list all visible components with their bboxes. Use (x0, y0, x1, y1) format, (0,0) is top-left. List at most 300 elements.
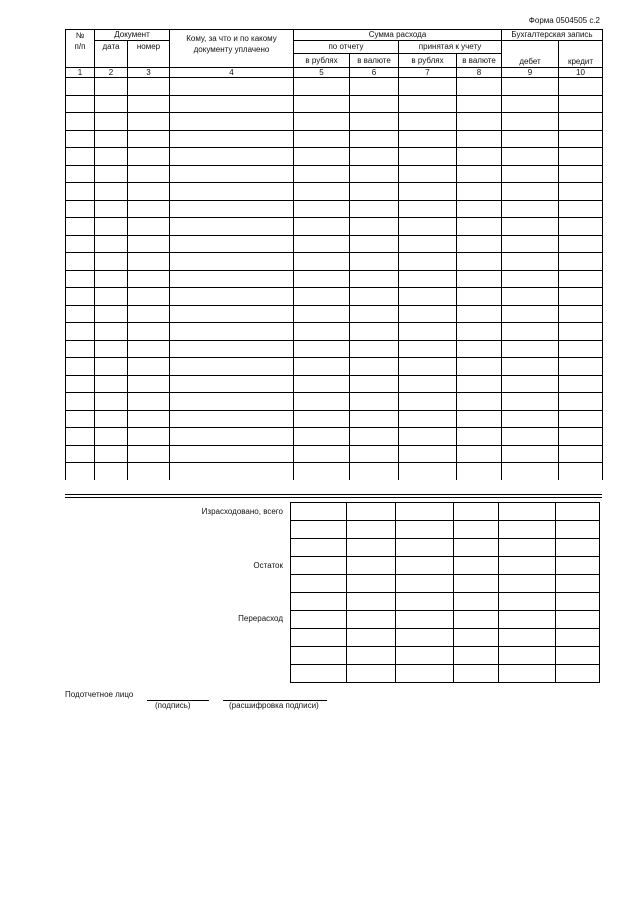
blank-cell (128, 113, 170, 131)
blank-cell (559, 393, 603, 411)
column-number: 5 (294, 68, 350, 78)
col-date-header: дата (95, 41, 128, 68)
blank-cell (95, 393, 128, 411)
blank-cell (350, 445, 399, 463)
col-by-report-header: по отчету (294, 41, 399, 54)
blank-cell (502, 323, 559, 341)
col-accepted-currency-header: в валюте (457, 54, 502, 68)
blank-cell (291, 503, 347, 521)
blank-cell (454, 593, 499, 611)
blank-cell (66, 288, 95, 306)
blank-cell (559, 235, 603, 253)
blank-cell (399, 253, 457, 271)
blank-cell (502, 95, 559, 113)
blank-cell (559, 340, 603, 358)
blank-cell (95, 183, 128, 201)
col-accepted-rubles-header: в рублях (399, 54, 457, 68)
blank-cell (66, 463, 95, 480)
blank-cell (559, 253, 603, 271)
blank-cell (66, 445, 95, 463)
blank-cell (454, 539, 499, 557)
blank-cell (347, 575, 396, 593)
blank-cell (502, 445, 559, 463)
blank-cell (457, 463, 502, 480)
blank-cell (66, 393, 95, 411)
blank-cell (399, 78, 457, 96)
blank-cell (502, 393, 559, 411)
blank-cell (502, 428, 559, 446)
col-debit-header: дебет (502, 41, 559, 68)
blank-cell (294, 393, 350, 411)
blank-cell (556, 629, 600, 647)
blank-cell (399, 463, 457, 480)
blank-cell (350, 270, 399, 288)
blank-cell (294, 375, 350, 393)
blank-cell (559, 410, 603, 428)
blank-cell (294, 410, 350, 428)
blank-cell (170, 165, 294, 183)
accountable-person-label: Подотчетное лицо (65, 690, 134, 699)
table-row (66, 393, 603, 411)
blank-cell (457, 445, 502, 463)
table-row (66, 305, 603, 323)
table-row (66, 463, 603, 480)
blank-cell (499, 539, 556, 557)
totals-row (291, 611, 600, 629)
blank-cell (457, 218, 502, 236)
totals-row (291, 539, 600, 557)
blank-cell (291, 647, 347, 665)
double-rule-bottom (65, 497, 602, 498)
blank-cell (291, 593, 347, 611)
blank-cell (457, 130, 502, 148)
blank-cell (502, 288, 559, 306)
blank-cell (95, 463, 128, 480)
blank-cell (350, 393, 399, 411)
blank-cell (128, 200, 170, 218)
blank-cell (66, 270, 95, 288)
blank-cell (502, 463, 559, 480)
blank-cell (502, 253, 559, 271)
blank-cell (294, 183, 350, 201)
blank-cell (457, 235, 502, 253)
table-row (66, 410, 603, 428)
blank-cell (499, 647, 556, 665)
blank-cell (396, 665, 454, 683)
blank-cell (128, 235, 170, 253)
blank-cell (559, 428, 603, 446)
blank-cell (396, 611, 454, 629)
blank-cell (559, 218, 603, 236)
blank-cell (294, 340, 350, 358)
blank-cell (294, 78, 350, 96)
blank-cell (399, 358, 457, 376)
blank-cell (95, 323, 128, 341)
totals-rows (291, 503, 600, 683)
blank-cell (559, 323, 603, 341)
blank-cell (399, 375, 457, 393)
blank-cell (559, 148, 603, 166)
blank-cell (350, 375, 399, 393)
column-number: 4 (170, 68, 294, 78)
double-rule-top (65, 494, 602, 495)
blank-cell (350, 183, 399, 201)
blank-cell (128, 270, 170, 288)
blank-cell (399, 445, 457, 463)
blank-cell (457, 253, 502, 271)
blank-cell (66, 165, 95, 183)
blank-cell (502, 358, 559, 376)
blank-cell (502, 130, 559, 148)
blank-cell (128, 288, 170, 306)
blank-cell (502, 375, 559, 393)
blank-cell (457, 428, 502, 446)
blank-cell (347, 593, 396, 611)
blank-cell (95, 148, 128, 166)
col-num-label: № (75, 31, 85, 40)
blank-cell (457, 113, 502, 131)
blank-cell (350, 410, 399, 428)
blank-cell (502, 305, 559, 323)
blank-cell (347, 503, 396, 521)
blank-cell (291, 521, 347, 539)
totals-table (290, 502, 600, 683)
spent-total-label: Израсходовано, всего (201, 507, 283, 516)
blank-cell (95, 288, 128, 306)
blank-cell (399, 410, 457, 428)
blank-cell (95, 253, 128, 271)
blank-cell (95, 78, 128, 96)
blank-cell (128, 375, 170, 393)
blank-cell (294, 270, 350, 288)
blank-cell (502, 218, 559, 236)
col-document-header: Документ (95, 30, 170, 41)
col-report-currency-header: в валюте (350, 54, 399, 68)
blank-cell (347, 611, 396, 629)
blank-cell (66, 235, 95, 253)
blank-cell (347, 647, 396, 665)
table-row (66, 148, 603, 166)
blank-cell (66, 183, 95, 201)
blank-cell (66, 95, 95, 113)
blank-cell (347, 665, 396, 683)
blank-cell (399, 340, 457, 358)
blank-cell (347, 521, 396, 539)
blank-cell (499, 521, 556, 539)
totals-row (291, 665, 600, 683)
blank-cell (128, 218, 170, 236)
blank-cell (350, 130, 399, 148)
blank-cell (502, 270, 559, 288)
column-number: 8 (457, 68, 502, 78)
blank-cell (170, 288, 294, 306)
blank-cell (457, 340, 502, 358)
blank-cell (399, 218, 457, 236)
table-row (66, 165, 603, 183)
blank-cell (66, 410, 95, 428)
blank-cell (95, 130, 128, 148)
blank-cell (350, 288, 399, 306)
blank-cell (502, 148, 559, 166)
blank-cell (556, 665, 600, 683)
column-number: 2 (95, 68, 128, 78)
blank-cell (454, 557, 499, 575)
blank-cell (457, 165, 502, 183)
blank-cell (66, 253, 95, 271)
table-row (66, 113, 603, 131)
blank-cell (170, 235, 294, 253)
blank-cell (170, 183, 294, 201)
blank-cell (170, 463, 294, 480)
blank-cell (454, 665, 499, 683)
blank-cell (95, 165, 128, 183)
blank-cell (396, 575, 454, 593)
blank-cell (128, 410, 170, 428)
blank-cell (294, 235, 350, 253)
blank-cell (294, 200, 350, 218)
blank-cell (95, 340, 128, 358)
blank-cell (66, 340, 95, 358)
blank-cell (399, 270, 457, 288)
blank-cell (499, 593, 556, 611)
blank-cell (128, 340, 170, 358)
column-number: 1 (66, 68, 95, 78)
blank-cell (454, 575, 499, 593)
blank-cell (294, 130, 350, 148)
blank-cell (350, 428, 399, 446)
blank-cell (502, 183, 559, 201)
blank-cell (556, 539, 600, 557)
blank-cell (399, 393, 457, 411)
totals-row (291, 629, 600, 647)
blank-cell (170, 305, 294, 323)
blank-cell (499, 575, 556, 593)
blank-cell (95, 410, 128, 428)
blank-cell (454, 611, 499, 629)
blank-cell (66, 218, 95, 236)
table-row (66, 218, 603, 236)
table-row (66, 375, 603, 393)
blank-cell (350, 235, 399, 253)
blank-cell (396, 557, 454, 575)
blank-cell (128, 393, 170, 411)
blank-cell (347, 557, 396, 575)
blank-cell (128, 253, 170, 271)
blank-cell (95, 428, 128, 446)
blank-cell (66, 428, 95, 446)
blank-cell (294, 113, 350, 131)
expense-table (65, 29, 603, 480)
blank-cell (294, 288, 350, 306)
blank-cell (454, 629, 499, 647)
blank-cell (499, 629, 556, 647)
blank-cell (399, 183, 457, 201)
blank-cell (559, 113, 603, 131)
blank-cell (66, 113, 95, 131)
blank-cell (294, 358, 350, 376)
blank-cell (457, 323, 502, 341)
blank-cell (399, 95, 457, 113)
blank-cell (457, 78, 502, 96)
blank-cell (350, 463, 399, 480)
blank-cell (499, 665, 556, 683)
blank-cell (291, 611, 347, 629)
blank-cell (499, 557, 556, 575)
expense-rows (66, 78, 603, 480)
blank-cell (396, 647, 454, 665)
blank-cell (170, 253, 294, 271)
totals-row (291, 503, 600, 521)
blank-cell (502, 340, 559, 358)
blank-cell (457, 393, 502, 411)
overspend-label: Перерасход (238, 614, 283, 623)
col-to-whom-header: Кому, за что и по какому документу уплачено (170, 30, 294, 68)
blank-cell (350, 113, 399, 131)
blank-cell (350, 358, 399, 376)
blank-cell (457, 375, 502, 393)
blank-cell (66, 358, 95, 376)
blank-cell (128, 165, 170, 183)
remainder-label: Остаток (253, 561, 283, 570)
blank-cell (66, 200, 95, 218)
blank-cell (347, 539, 396, 557)
blank-cell (170, 78, 294, 96)
blank-cell (95, 200, 128, 218)
blank-cell (399, 113, 457, 131)
blank-cell (556, 521, 600, 539)
blank-cell (350, 305, 399, 323)
table-row (66, 130, 603, 148)
blank-cell (294, 305, 350, 323)
blank-cell (95, 375, 128, 393)
totals-row (291, 557, 600, 575)
blank-cell (399, 323, 457, 341)
blank-cell (499, 503, 556, 521)
blank-cell (291, 665, 347, 683)
col-accepted-header: принятая к учету (399, 41, 502, 54)
blank-cell (95, 235, 128, 253)
blank-cell (350, 95, 399, 113)
table-row (66, 340, 603, 358)
blank-cell (66, 148, 95, 166)
blank-cell (399, 428, 457, 446)
blank-cell (396, 629, 454, 647)
blank-cell (454, 503, 499, 521)
table-row (66, 428, 603, 446)
col-report-rubles-header: в рублях (294, 54, 350, 68)
blank-cell (457, 148, 502, 166)
blank-cell (95, 305, 128, 323)
blank-cell (350, 340, 399, 358)
table-row (66, 445, 603, 463)
table-row (66, 358, 603, 376)
totals-row (291, 647, 600, 665)
totals-row (291, 575, 600, 593)
blank-cell (502, 200, 559, 218)
blank-cell (128, 95, 170, 113)
blank-cell (95, 445, 128, 463)
blank-cell (128, 445, 170, 463)
blank-cell (457, 358, 502, 376)
blank-cell (128, 78, 170, 96)
blank-cell (502, 78, 559, 96)
table-row (66, 270, 603, 288)
blank-cell (95, 270, 128, 288)
blank-cell (350, 148, 399, 166)
table-row (66, 95, 603, 113)
table-row (66, 78, 603, 96)
blank-cell (170, 218, 294, 236)
blank-cell (502, 410, 559, 428)
blank-cell (350, 200, 399, 218)
blank-cell (294, 253, 350, 271)
blank-cell (396, 593, 454, 611)
blank-cell (170, 148, 294, 166)
blank-cell (170, 113, 294, 131)
form-code: Форма 0504505 с.2 (528, 16, 600, 25)
blank-cell (559, 130, 603, 148)
signature-caption: (подпись) (155, 701, 191, 710)
blank-cell (291, 575, 347, 593)
blank-cell (556, 557, 600, 575)
blank-cell (502, 235, 559, 253)
blank-cell (559, 305, 603, 323)
blank-cell (399, 165, 457, 183)
blank-cell (170, 340, 294, 358)
col-num-header (66, 30, 95, 68)
blank-cell (454, 521, 499, 539)
col-credit-header: кредит (559, 41, 603, 68)
table-row (66, 200, 603, 218)
blank-cell (556, 611, 600, 629)
blank-cell (559, 95, 603, 113)
blank-cell (170, 375, 294, 393)
blank-cell (128, 428, 170, 446)
blank-cell (396, 503, 454, 521)
blank-cell (457, 288, 502, 306)
totals-row (291, 521, 600, 539)
blank-cell (170, 270, 294, 288)
blank-cell (170, 95, 294, 113)
blank-cell (457, 95, 502, 113)
blank-cell (66, 130, 95, 148)
blank-cell (294, 428, 350, 446)
blank-cell (556, 647, 600, 665)
blank-cell (502, 113, 559, 131)
blank-cell (559, 78, 603, 96)
column-number: 3 (128, 68, 170, 78)
blank-cell (95, 358, 128, 376)
blank-cell (291, 629, 347, 647)
blank-cell (170, 428, 294, 446)
blank-cell (95, 113, 128, 131)
blank-cell (294, 218, 350, 236)
col-expense-sum-header: Сумма расхода (294, 30, 502, 41)
column-number: 6 (350, 68, 399, 78)
blank-cell (399, 130, 457, 148)
column-number: 10 (559, 68, 603, 78)
blank-cell (95, 95, 128, 113)
blank-cell (128, 130, 170, 148)
blank-cell (170, 445, 294, 463)
blank-cell (457, 200, 502, 218)
blank-cell (559, 463, 603, 480)
blank-cell (559, 288, 603, 306)
blank-cell (170, 358, 294, 376)
blank-cell (294, 148, 350, 166)
signature-decode-caption: (расшифровка подписи) (229, 701, 319, 710)
totals-row (291, 593, 600, 611)
